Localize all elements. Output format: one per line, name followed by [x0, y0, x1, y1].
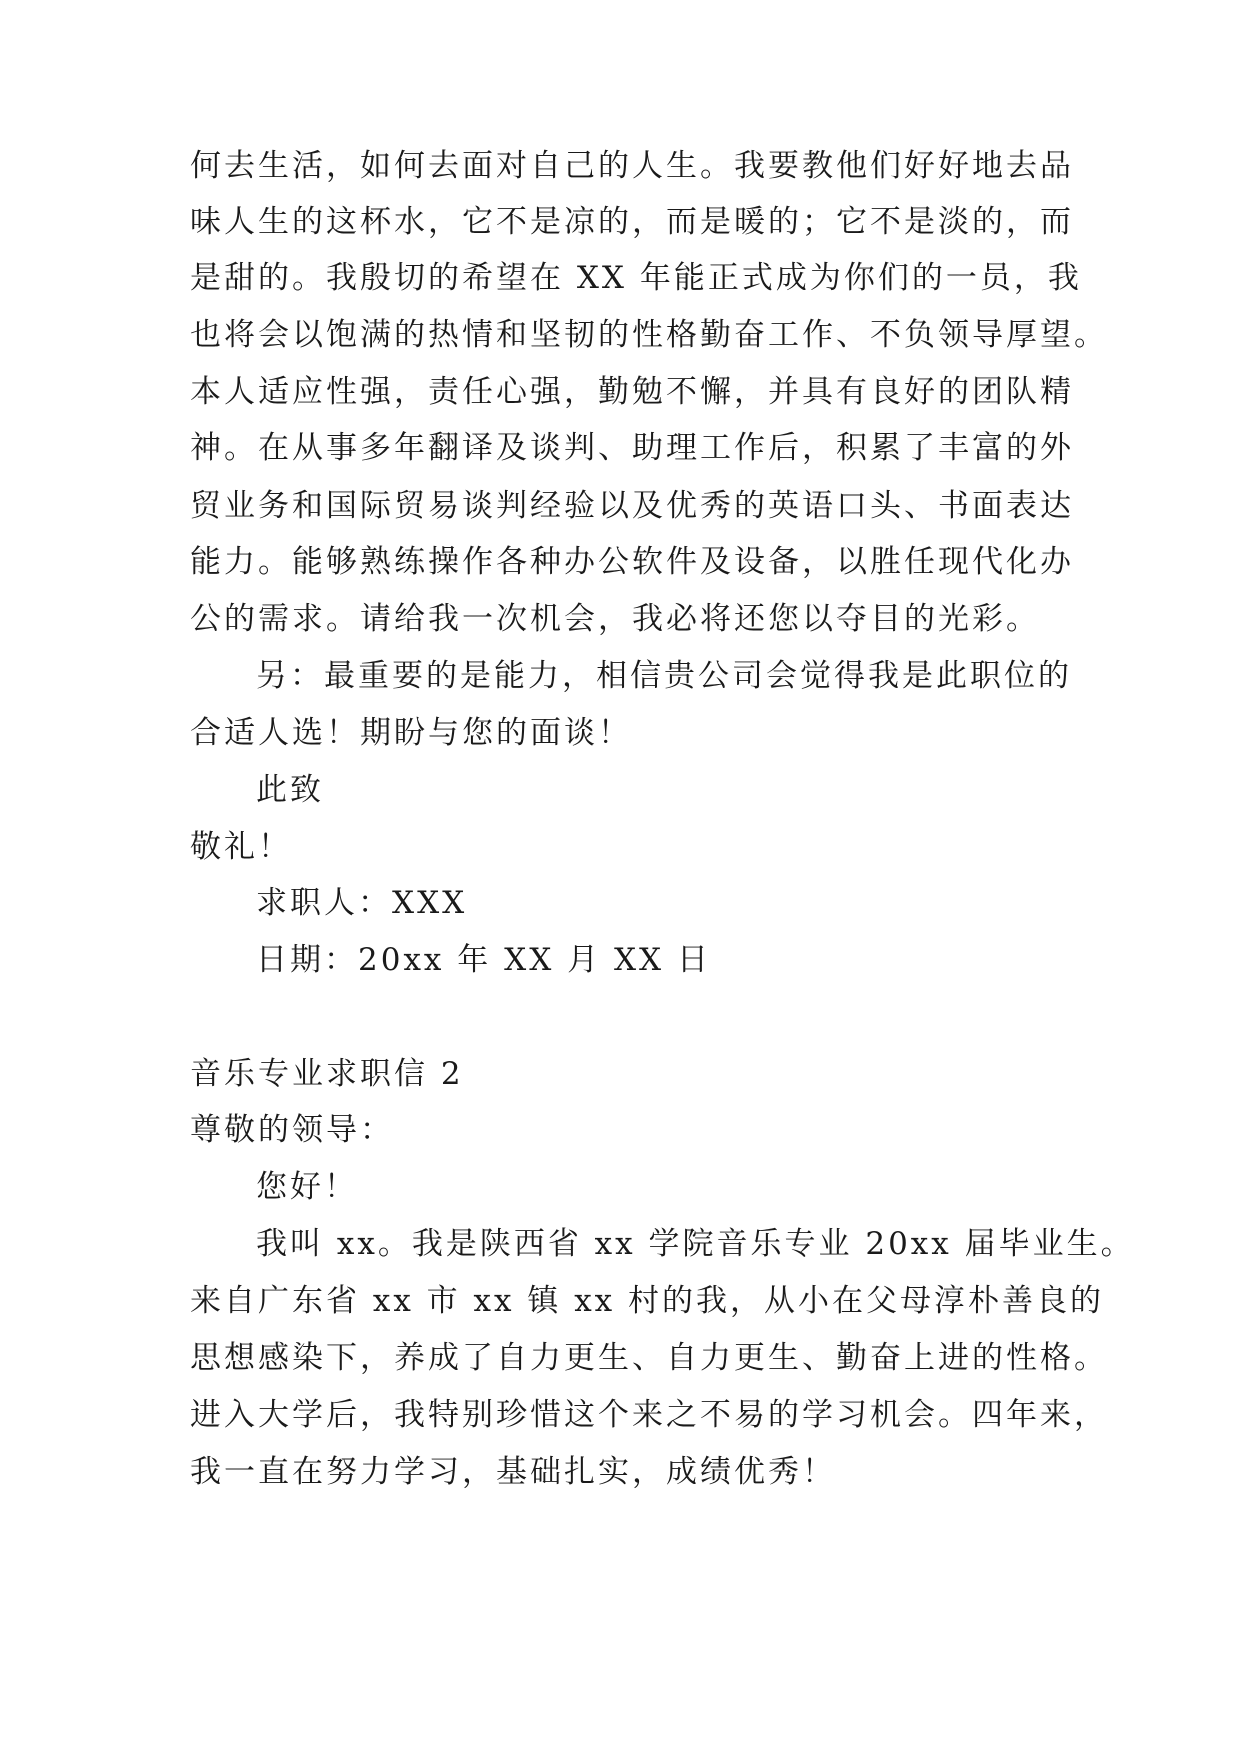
- paragraph-line: 思想感染下，养成了自力更生、自力更生、勤奋上进的性格。: [190, 1340, 1108, 1376]
- paragraph-line: 来自广东省 xx 市 xx 镇 xx 村的我，从小在父母淳朴善良的: [190, 1283, 1105, 1319]
- greeting-recipient: 尊敬的领导：: [190, 1112, 394, 1148]
- paragraph-line: 本人适应性强，责任心强，勤勉不懈，并具有良好的团队精: [190, 374, 1074, 410]
- paragraph-line: 是甜的。我殷切的希望在 XX 年能正式成为你们的一员，我: [190, 260, 1082, 296]
- section-title: 音乐专业求职信 2: [190, 1056, 464, 1092]
- closing-phrase: 此致: [256, 772, 324, 808]
- paragraph-line: 也将会以饱满的热情和坚韧的性格勤奋工作、不负领导厚望。: [190, 317, 1108, 353]
- paragraph-line: 进入大学后，我特别珍惜这个来之不易的学习机会。四年来，: [190, 1397, 1108, 1433]
- paragraph-line: 神。在从事多年翻译及谈判、助理工作后，积累了丰富的外: [190, 430, 1074, 466]
- applicant-signature: 求职人：XXX: [256, 885, 468, 921]
- paragraph-line: 公的需求。请给我一次机会，我必将还您以夺目的光彩。: [190, 601, 1040, 637]
- postscript-line: 合适人选！期盼与您的面谈！: [190, 715, 632, 751]
- paragraph-line: 味人生的这杯水，它不是凉的，而是暖的；它不是淡的，而: [190, 204, 1074, 240]
- salutation-closing: 敬礼！: [190, 829, 292, 865]
- paragraph-line: 我叫 xx。我是陕西省 xx 学院音乐专业 20xx 届毕业生。: [256, 1226, 1135, 1262]
- paragraph-line: 何去生活，如何去面对自己的人生。我要教他们好好地去品: [190, 148, 1074, 184]
- paragraph-line: 贸业务和国际贸易谈判经验以及优秀的英语口头、书面表达: [190, 488, 1074, 524]
- paragraph-line: 我一直在努力学习，基础扎实，成绩优秀！: [190, 1454, 836, 1490]
- date-line: 日期：20xx 年 XX 月 XX 日: [256, 942, 711, 978]
- postscript-line: 另：最重要的是能力，相信贵公司会觉得我是此职位的: [256, 658, 1072, 694]
- greeting: 您好！: [256, 1169, 358, 1205]
- paragraph-line: 能力。能够熟练操作各种办公软件及设备，以胜任现代化办: [190, 544, 1074, 580]
